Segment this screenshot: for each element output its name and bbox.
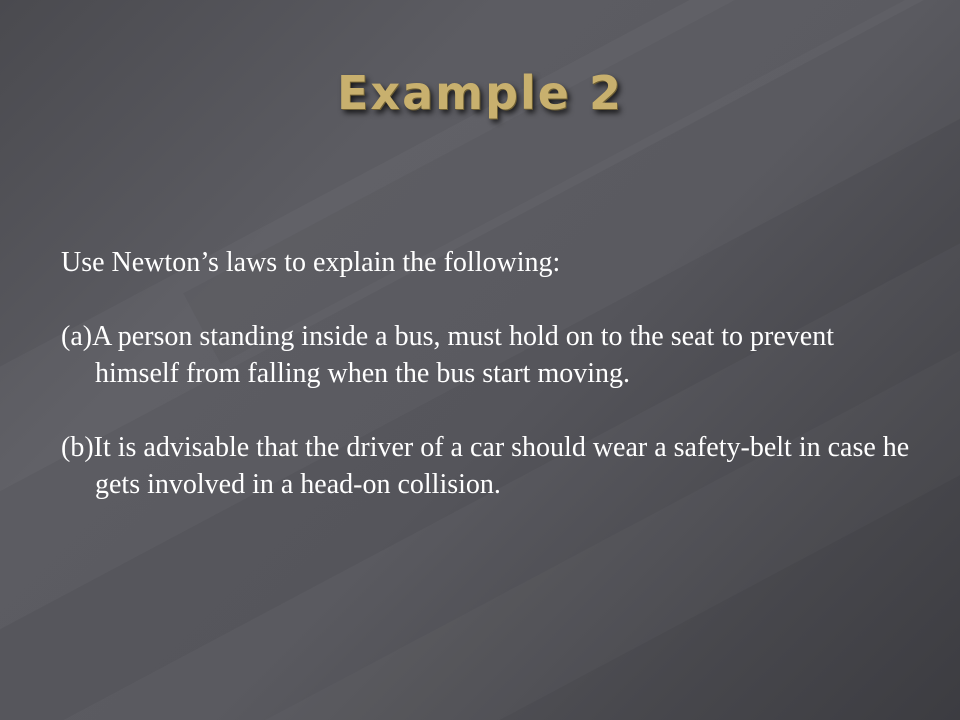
item-marker: (a) — [61, 321, 93, 352]
question-item-b — [61, 429, 921, 503]
slide-title: Example 2 — [337, 66, 623, 120]
item-text: It is advisable that the driver of a car should wear a safety-belt in case he gets involved in a head-on collision. — [93, 432, 910, 500]
question-item-a — [61, 318, 921, 392]
item-marker: (b) — [61, 432, 94, 463]
slide-body — [61, 244, 921, 503]
item-text: A person standing inside a bus, must hold on to the seat to prevent himself from falling when the bus start moving. — [92, 321, 834, 389]
intro-text: Use Newton’s laws to explain the following: — [61, 247, 561, 278]
